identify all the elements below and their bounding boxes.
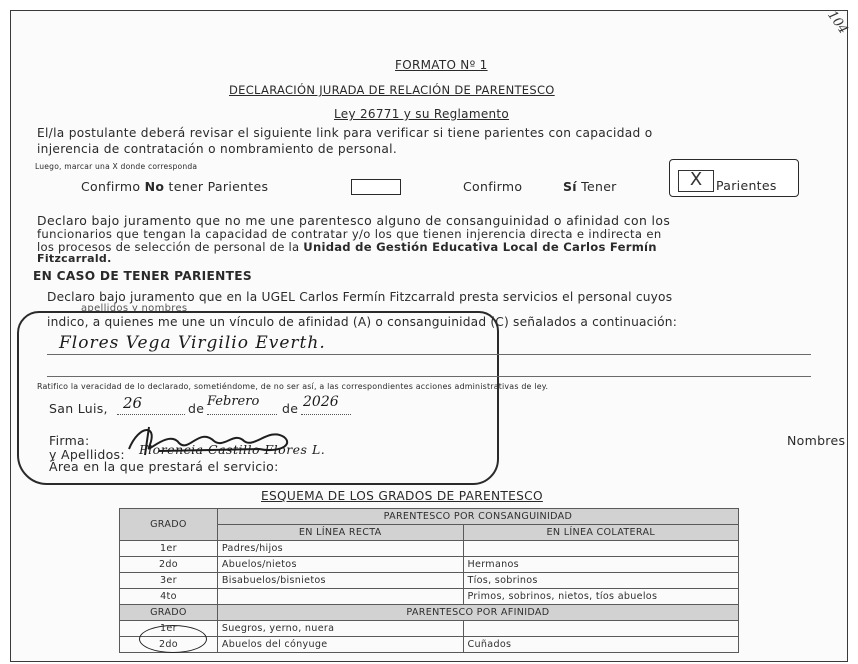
declaration-fitzcarrald-bold: Fitzcarrald.	[37, 252, 112, 265]
declaration-line-3	[37, 240, 657, 254]
intro-line-1: El/la postulante deberá revisar el siguiente link para verificar si tiene parientes con capacidad o	[37, 126, 653, 140]
option-no-suffix: tener Parientes	[164, 179, 269, 194]
place-label: San Luis,	[49, 401, 108, 416]
year-dots	[301, 414, 351, 415]
option-yes-bold: Sí	[563, 179, 577, 194]
colateral-cell: Hermanos	[463, 557, 738, 573]
area-label: Área en la que prestará el servicio:	[49, 459, 279, 474]
si-parientes-checkbox[interactable]	[669, 159, 799, 197]
grado-cell: 1er	[120, 541, 218, 557]
x-mark: X	[689, 169, 703, 190]
de-label-1: de	[188, 401, 205, 416]
recta-cell: Abuelos/nietos	[217, 557, 463, 573]
x-mark-icon	[678, 170, 714, 192]
recta-cell: Padres/hijos	[217, 541, 463, 557]
consanguinidad-header: PARENTESCO POR CONSANGUINIDAD	[217, 509, 738, 525]
recta-cell: Abuelos del cónyuge	[217, 637, 463, 653]
document-title: DECLARACIÓN JURADA DE RELACIÓN DE PARENTESCO	[229, 83, 555, 97]
declaration-line-4	[37, 252, 112, 265]
case-line-3: indico, a quienes me une un vínculo de afinidad (A) o consanguinidad (C) señalados a continuación:	[47, 315, 678, 329]
option-no-parientes	[81, 179, 268, 194]
declaration-line-1: Declaro bajo juramento que no me une parentesco alguno de consanguinidad o afinidad con los	[37, 213, 671, 228]
grado-header: GRADO	[120, 509, 218, 541]
declaration-line-2: funcionarios que tengan la capacidad de contratar y/o los que tienen injerencia directa e indirecta en	[37, 227, 662, 241]
grado-cell: 4to	[120, 589, 218, 605]
name-line-1	[47, 354, 811, 355]
table-row	[120, 589, 739, 605]
date-month: Febrero	[207, 394, 260, 409]
recta-cell: Bisabuelos/bisnietos	[217, 573, 463, 589]
esquema-title: ESQUEMA DE LOS GRADOS DE PARENTESCO	[261, 489, 543, 503]
parientes-label: Parientes	[716, 178, 777, 193]
law-reference: Ley 26771 y su Reglamento	[334, 107, 510, 121]
grado-cell: 2do	[120, 637, 218, 653]
document-page	[10, 8, 851, 662]
grado-cell: 1er	[120, 621, 218, 637]
declaration-ugel-bold: Unidad de Gestión Educativa Local de Carlos Fermín	[303, 240, 657, 254]
instruction-text: Luego, marcar una X donde corresponda	[35, 162, 198, 171]
apellidos-label: y Apellidos:	[49, 447, 125, 462]
case-heading: EN CASO DE TENER PARIENTES	[33, 269, 252, 283]
colateral-cell	[463, 541, 738, 557]
ratify-text: Ratifico la veracidad de lo declarado, sometiéndome, de no ser así, a las correspondientes acciones administrativas de ley.	[37, 382, 549, 391]
month-dots	[207, 414, 277, 415]
recta-cell: Suegros, yerno, nuera	[217, 621, 463, 637]
table-row	[120, 557, 739, 573]
grado-cell: 3er	[120, 573, 218, 589]
case-line-2: apellidos y nombres	[81, 303, 188, 314]
nombres-label: Nombres	[787, 433, 846, 448]
de-label-2: de	[282, 401, 299, 416]
table-row	[120, 573, 739, 589]
option-yes-confirmo: Confirmo	[463, 179, 523, 194]
option-no-prefix: Confirmo	[81, 179, 145, 194]
table-row	[120, 637, 739, 653]
grado-header-afinidad: GRADO	[120, 605, 218, 621]
colateral-cell: Cuñados	[463, 637, 738, 653]
colateral-cell: Primos, sobrinos, nietos, tíos abuelos	[463, 589, 738, 605]
no-parientes-checkbox[interactable]	[351, 179, 401, 195]
date-line	[49, 401, 108, 416]
name-line-2	[47, 376, 811, 377]
colateral-cell: Tíos, sobrinos	[463, 573, 738, 589]
table-row	[120, 541, 739, 557]
handwritten-relative-name: Flores Vega Virgilio Everth.	[59, 333, 326, 353]
colateral-cell	[463, 621, 738, 637]
handdrawn-circle	[139, 625, 207, 653]
declaration-line-3-start: los procesos de selección de personal de la	[37, 240, 304, 254]
date-year: 2026	[303, 394, 339, 410]
table-header-row	[120, 509, 739, 525]
linea-recta-header: EN LÍNEA RECTA	[217, 525, 463, 541]
grados-table	[119, 508, 739, 653]
table-row	[120, 621, 739, 637]
case-line-1: Declaro bajo juramento que en la UGEL Carlos Fermín Fitzcarrald presta servicios el personal cuyos	[47, 290, 673, 304]
grado-cell: 2do	[120, 557, 218, 573]
linea-colateral-header: EN LÍNEA COLATERAL	[463, 525, 738, 541]
date-day: 26	[123, 394, 143, 412]
option-yes-tener	[563, 179, 617, 194]
day-dots	[117, 414, 185, 415]
afinidad-header: PARENTESCO POR AFINIDAD	[217, 605, 738, 621]
recta-cell	[217, 589, 463, 605]
intro-line-2: injerencia de contratación o nombramiento de personal.	[37, 142, 398, 156]
afinidad-header-row	[120, 605, 739, 621]
page-number-stamp: 104	[824, 8, 851, 37]
firma-label: Firma:	[49, 433, 90, 448]
apellidos-handwritten: Florencia Castillo Flores L.	[139, 442, 326, 457]
option-no-bold: No	[144, 179, 165, 194]
format-number: FORMATO Nº 1	[395, 58, 488, 72]
option-yes-suffix: Tener	[576, 179, 617, 194]
